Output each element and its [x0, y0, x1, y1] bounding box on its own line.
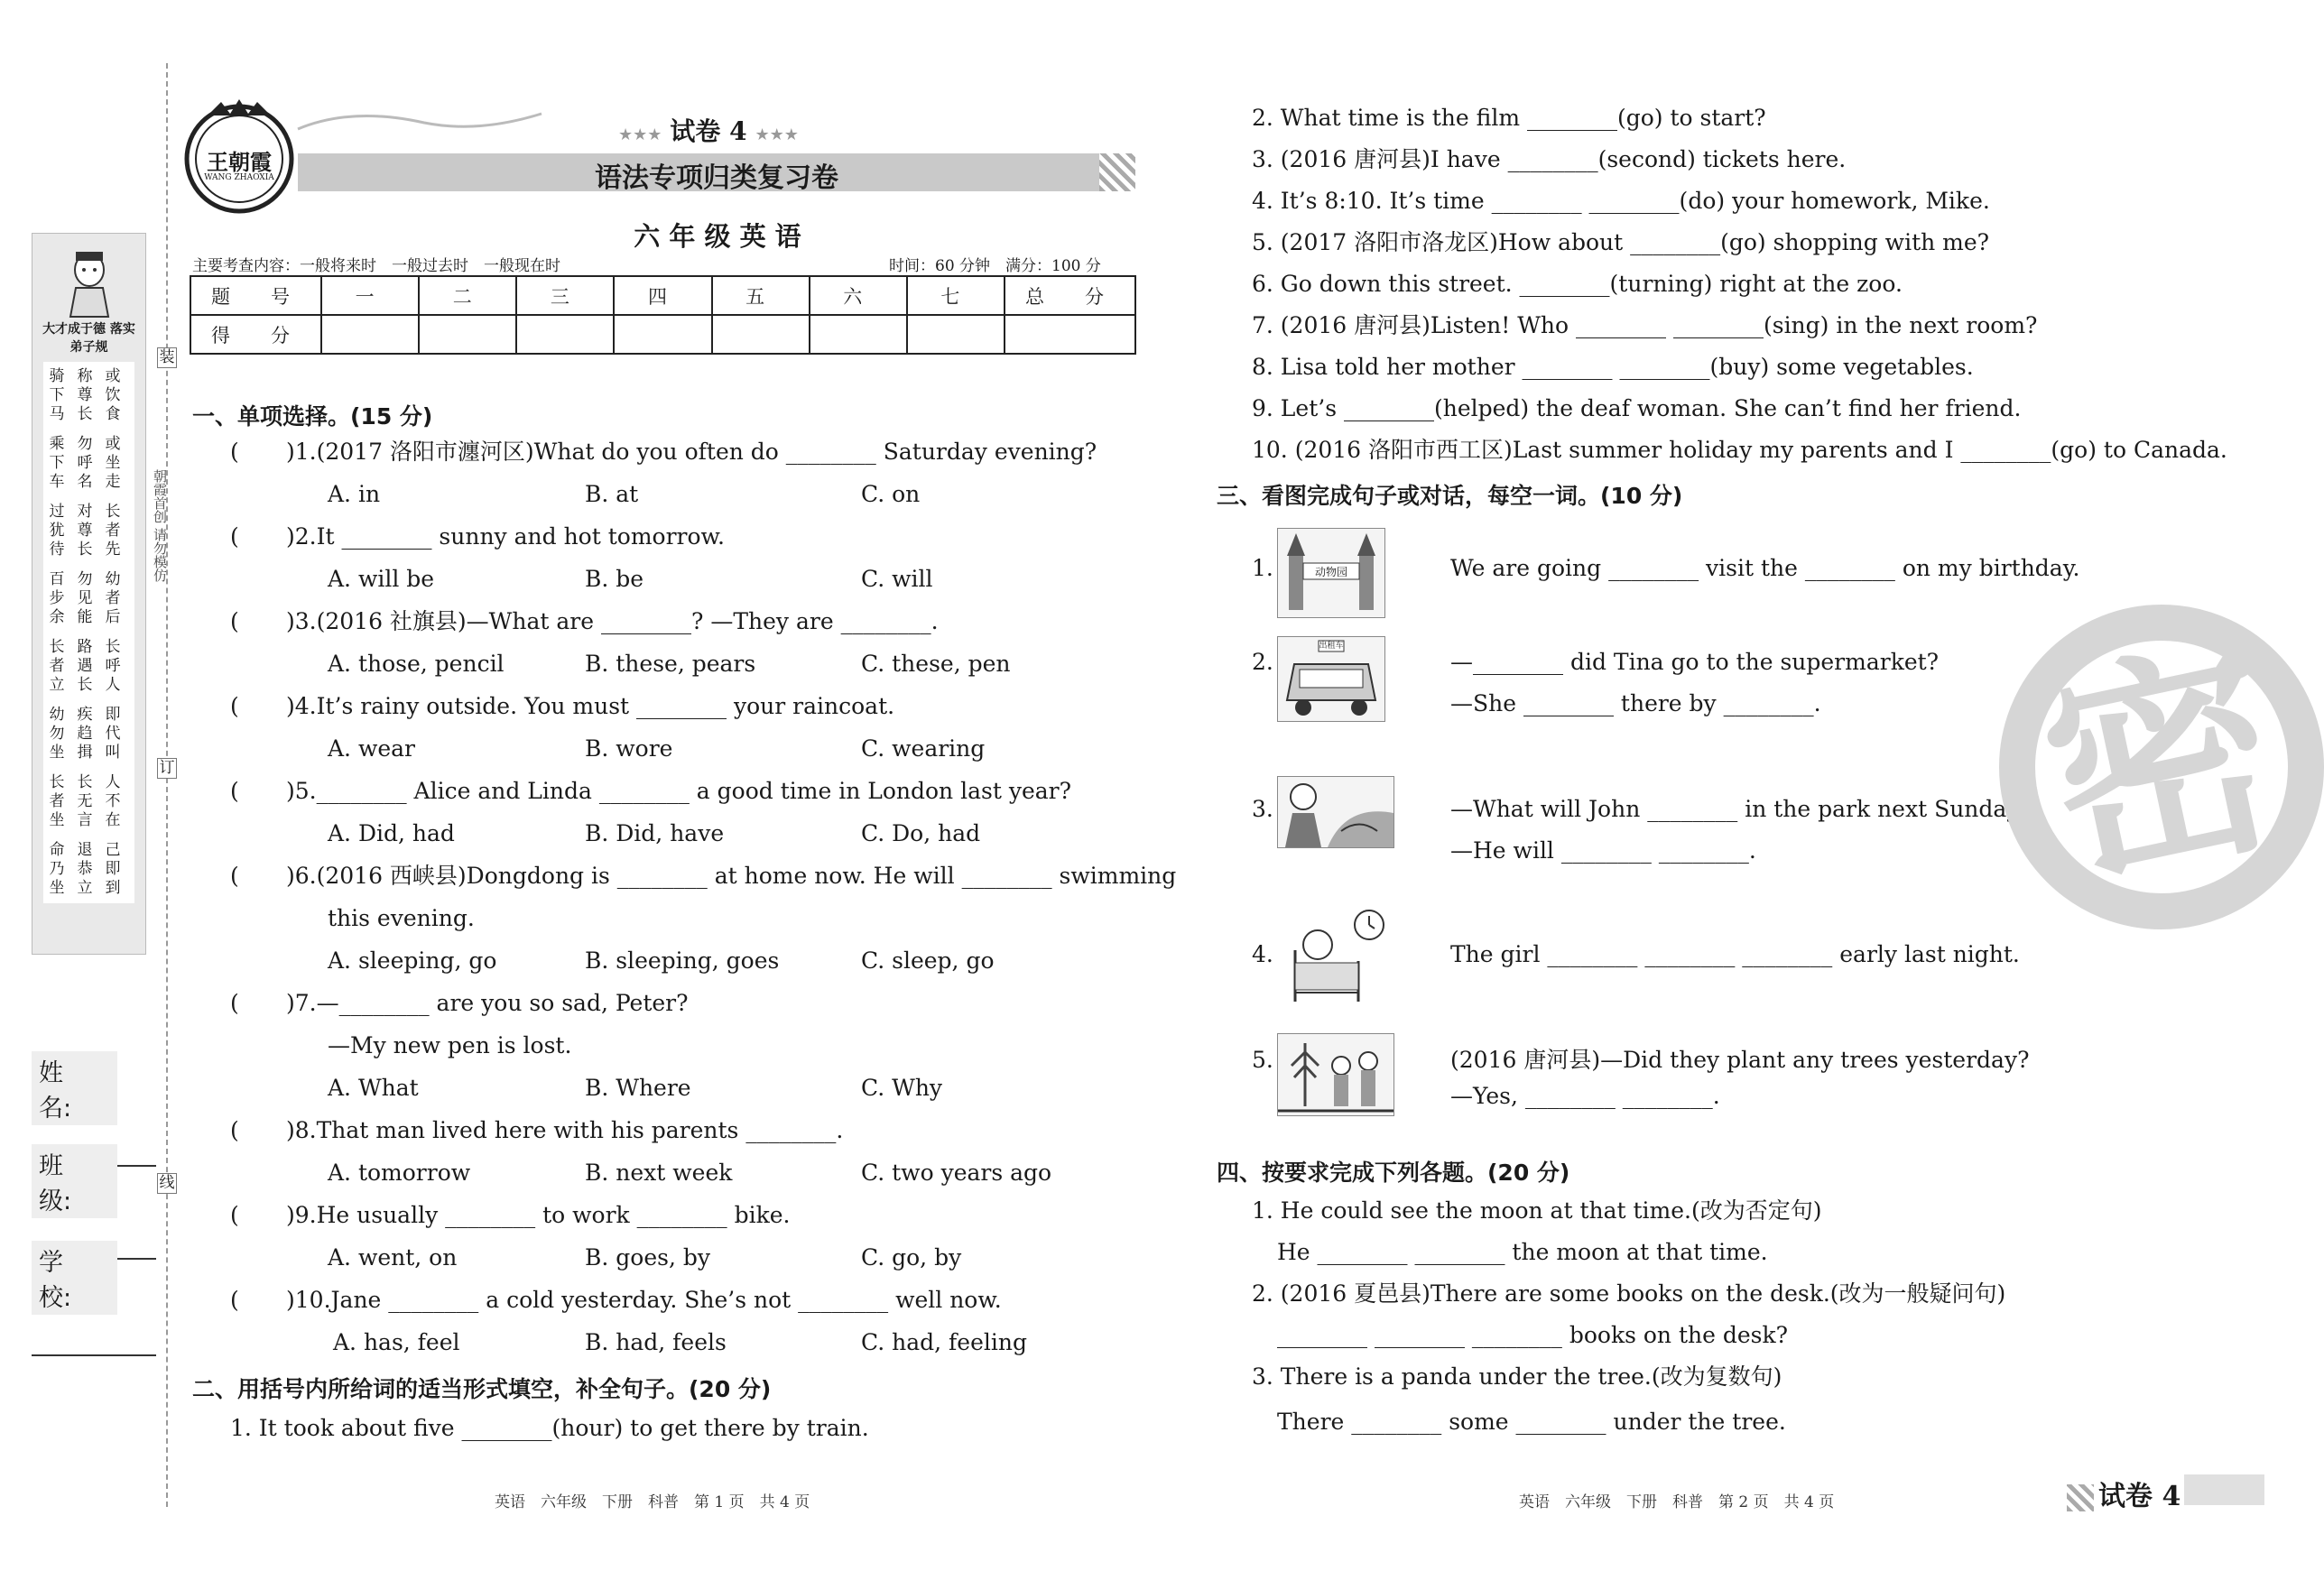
footer-tag: 试卷 4 [2098, 1481, 2181, 1512]
poem-cell: 称尊长 [77, 367, 93, 423]
fill-item[interactable]: 2. What time is the film ________(go) to start? [1252, 105, 1766, 131]
option-c[interactable]: C. go, by [861, 1244, 962, 1271]
poem-cell: 长者坐 [49, 773, 65, 829]
section3-title: 三、看图完成句子或对话，每空一词。(10 分) [1217, 483, 1683, 509]
score-input-cell[interactable] [712, 315, 810, 354]
question: ( )1.(2017 洛阳市瀍河区)What do you often do ________ Saturday evening? A. in B. at C. on [230, 439, 1097, 507]
poem-cell: 己即到 [105, 841, 121, 897]
option-a[interactable]: A. will be [328, 566, 435, 592]
planting-trees-picture [1277, 1033, 1394, 1116]
poem-cell: 长者立 [49, 638, 65, 694]
score-header-cell: 六 [810, 276, 907, 315]
rewrite-prompt: 2. (2016 夏邑县)There are some books on the desk.(改为一般疑问句) [1252, 1280, 2006, 1307]
score-header-cell: 四 [614, 276, 711, 315]
logo-subtext: WANG ZHAOXIA [204, 173, 274, 182]
question: ( )7.—________ are you so sad, Peter? —My new pen is lost. A. What B. Where C. Why [230, 990, 943, 1101]
question: ( )4.It’s rainy outside. You must ________ your raincoat. A. wear B. wore C. wearing [230, 693, 986, 762]
poem-cell: 命乃坐 [49, 841, 65, 897]
option-c[interactable]: C. Do, had [861, 820, 981, 846]
sidebar-motto-box [32, 233, 146, 955]
picture-sentence[interactable]: —Yes, ________ ________. [1450, 1083, 1720, 1109]
motto-text: 大才成于德 落实弟子规 [42, 322, 135, 355]
copyright-note: 朝霞首创 请勿模仿 [152, 469, 168, 582]
taxi-picture [1277, 636, 1385, 722]
poem-cell: 幼者后 [105, 570, 121, 626]
fill-item[interactable]: 3. (2016 唐河县)I have ________(second) tickets here. [1252, 146, 1847, 172]
answer-paren[interactable]: ( [230, 778, 239, 804]
picture-item-number: 1. [1252, 555, 1273, 581]
poem-cell: 人不在 [105, 773, 121, 829]
poem-cell: 长呼人 [105, 638, 121, 694]
poem-grid [43, 362, 134, 903]
option-b[interactable]: B. these, pears [585, 651, 756, 677]
fill-item[interactable]: 7. (2016 唐河县)Listen! Who ________ ________(sing) in the next room? [1252, 312, 2038, 338]
school-label: 学 校: [32, 1241, 117, 1315]
answer-paren[interactable]: ( [230, 693, 239, 719]
score-input-cell[interactable] [907, 315, 1005, 354]
picture-item-number: 5. [1252, 1047, 1273, 1073]
subject-title: 六 年 级 英 语 [634, 221, 801, 252]
rewrite-prompt: 1. He could see the moon at that time.(改为否定句) [1252, 1197, 1822, 1224]
poem-cell: 幼勿坐 [49, 706, 65, 762]
rewrite-answer[interactable]: There ________ some ________ under the tree. [1277, 1409, 1786, 1435]
footer-tag-bar [2184, 1474, 2264, 1505]
fill-item[interactable]: 1. It took about five ________(hour) to get there by train. [230, 1415, 869, 1441]
option-c[interactable]: C. had, feeling [861, 1329, 1027, 1355]
question: ( )9.He usually ________ to work ________ bike. A. went, on B. goes, by C. go, by [230, 1202, 962, 1271]
zoo-gate-picture [1277, 528, 1385, 618]
option-a[interactable]: A. sleeping, go [328, 947, 497, 974]
poem-cell: 即代叫 [105, 706, 121, 762]
rewrite-answer[interactable]: He ________ ________ the moon at that time. [1277, 1239, 1768, 1265]
picture-sentence[interactable]: —________ did Tina go to the supermarket? [1450, 649, 1940, 675]
picture-item-number: 4. [1252, 941, 1273, 967]
time-note: 时间：60 分钟 满分：100 分 [889, 257, 1101, 275]
option-a[interactable]: A. those, pencil [328, 651, 505, 677]
option-b[interactable]: B. next week [585, 1160, 733, 1186]
section1-questions [230, 439, 1177, 1372]
taxi-sign: 出租车 [1319, 642, 1344, 651]
question: ( )8.That man lived here with his parents ________. A. tomorrow B. next week C. two years ago [230, 1117, 1052, 1186]
option-a[interactable]: A. wear [328, 735, 415, 762]
option-a[interactable]: A. tomorrow [328, 1160, 471, 1186]
answer-paren[interactable]: ( [230, 608, 239, 634]
poem-cell: 勿呼名 [77, 435, 93, 491]
poem-cell: 乘下车 [49, 435, 65, 491]
rewrite-prompt: 3. There is a panda under the tree.(改为复数句) [1252, 1363, 1782, 1390]
question: ( )3.(2016 社旗县)—What are ________? —They are ________. A. those, pencil B. these, pears C. these, pen [230, 608, 1011, 677]
rewrite-answer[interactable]: ________ ________ ________ books on the desk? [1277, 1322, 1789, 1348]
score-header-cell: 总 分 [1005, 276, 1135, 315]
score-header-cell: 题 号 [190, 276, 321, 315]
score-header-cell: 一 [321, 276, 419, 315]
binding-seal-2: 订 [157, 758, 177, 779]
picture-sentence[interactable]: —What will John ________ in the park next Sunday? [1450, 796, 2032, 822]
content-note: 主要考查内容：一般将来时 一般过去时 一般现在时 [192, 257, 560, 275]
option-b[interactable]: B. wore [585, 735, 673, 762]
fill-item[interactable]: 10. (2016 洛阳市西工区)Last summer holiday my parents and I ________(go) to Canada. [1252, 437, 2227, 463]
section4-title: 四、按要求完成下列各题。(20 分) [1217, 1160, 1570, 1186]
poem-cell: 疾趋揖 [77, 706, 93, 762]
score-header-cell: 三 [516, 276, 614, 315]
score-header-cell: 七 [907, 276, 1005, 315]
fill-item[interactable]: 5. (2017 洛阳市洛龙区)How about ________(go) shopping with me? [1252, 229, 1990, 255]
class-label: 班 级: [32, 1144, 117, 1218]
option-a[interactable]: A. went, on [328, 1244, 458, 1271]
question: ( )6.(2016 西峡县)Dongdong is ________ at home now. He will ________ swimming this evening. A. sleeping, go B. sleeping, goes C. sleep, go [230, 863, 1177, 974]
answer-paren[interactable]: ( [230, 523, 239, 550]
answer-paren[interactable]: ( [230, 990, 239, 1016]
answer-paren[interactable]: ( [230, 439, 239, 465]
score-header-cell: 二 [419, 276, 516, 315]
score-row-label: 得 分 [190, 315, 321, 354]
poem-cell: 或饮食 [105, 367, 121, 423]
logo-text: 王朝霞 [207, 149, 272, 175]
option-a[interactable]: A. What [328, 1075, 419, 1101]
score-input-cell[interactable] [419, 315, 516, 354]
option-c[interactable]: C. two years ago [861, 1160, 1052, 1186]
option-c[interactable]: C. will [861, 566, 933, 592]
option-a[interactable]: A. in [328, 481, 381, 507]
binding-seal-1: 装 [157, 347, 177, 368]
section4-items [1252, 1197, 2005, 1450]
poem-cell: 骑下马 [49, 367, 65, 423]
option-c[interactable]: C. these, pen [861, 651, 1011, 677]
option-b[interactable]: B. goes, by [585, 1244, 710, 1271]
question: ( )5.________ Alice and Linda ________ a good time in London last year? A. Did, had B. Did, have C. Do, had [230, 778, 1071, 846]
poem-cell: 勿见能 [77, 570, 93, 626]
option-c[interactable]: C. on [861, 481, 921, 507]
logo [181, 97, 298, 215]
fill-item[interactable]: 6. Go down this street. ________(turning) right at the zoo. [1252, 271, 1903, 297]
binding-line [166, 63, 168, 1507]
option-c[interactable]: C. sleep, go [861, 947, 995, 974]
section2-continued [1252, 105, 2227, 478]
footer-left: 英语 六年级 下册 科普 第 1 页 共 4 页 [495, 1493, 810, 1511]
secret-stamp: 密 [1999, 605, 2324, 929]
picture-sentence[interactable]: The girl ________ ________ ________ early last night. [1450, 941, 2020, 967]
picture-sentence[interactable]: —She ________ there by ________. [1450, 690, 1821, 716]
picture-sentence[interactable]: We are going ________ visit the ________ on my birthday. [1450, 555, 2080, 581]
score-input-cell[interactable] [321, 315, 419, 354]
fill-item[interactable]: 9. Let’s ________(helped) the deaf woman. She can’t find her friend. [1252, 395, 2022, 421]
option-a[interactable]: A. Did, had [328, 820, 455, 846]
poem-cell: 过犹待 [49, 503, 65, 559]
zoo-sign: 动物园 [1314, 566, 1347, 578]
answer-paren[interactable]: ( [230, 1287, 239, 1313]
option-c[interactable]: C. wearing [861, 735, 986, 762]
score-header-cell: 五 [712, 276, 810, 315]
question: ( )2.It ________ sunny and hot tomorrow. A. will be B. be C. will [230, 523, 933, 592]
score-table [190, 275, 1136, 355]
scholar-illustration [58, 245, 121, 317]
option-b[interactable]: B. had, feels [585, 1329, 727, 1355]
name-label: 姓 名: [32, 1051, 117, 1125]
score-input-cell[interactable] [614, 315, 711, 354]
picture-item-number: 3. [1252, 796, 1273, 822]
poem-cell: 长无言 [77, 773, 93, 829]
question-stem-cont: —My new pen is lost. [328, 1032, 572, 1058]
answer-paren[interactable]: ( [230, 1117, 239, 1143]
score-input-cell[interactable] [516, 315, 614, 354]
footer-right: 英语 六年级 下册 科普 第 2 页 共 4 页 [1519, 1493, 1835, 1511]
poem-cell: 路遇长 [77, 638, 93, 694]
score-input-cell[interactable] [1005, 315, 1135, 354]
option-b[interactable]: B. be [585, 566, 644, 592]
picture-sentence[interactable]: (2016 唐河县)—Did they plant any trees yesterday? [1450, 1047, 2030, 1073]
option-c[interactable]: C. Why [861, 1075, 943, 1101]
poem-cell: 对尊长 [77, 503, 93, 559]
poem-cell: 长者先 [105, 503, 121, 559]
park-picture [1277, 776, 1394, 848]
question: ( )10.Jane ________ a cold yesterday. She’s not ________ well now. A. has, feel B. had, feels C. had, feeling [230, 1287, 1027, 1355]
fill-item[interactable]: 4. It’s 8:10. It’s time ________ ________(do) your homework, Mike. [1252, 188, 1990, 214]
poem-cell: 百步余 [49, 570, 65, 626]
poem-cell: 或坐走 [105, 435, 121, 491]
exam-tag: ★★★ 试卷 4 ★★★ [618, 116, 799, 146]
picture-sentence[interactable]: —He will ________ ________. [1450, 837, 1756, 864]
picture-item-number: 2. [1252, 649, 1273, 675]
school-field[interactable] [32, 1241, 158, 1356]
fill-item[interactable]: 8. Lisa told her mother ________ ________(buy) some vegetables. [1252, 354, 1974, 380]
score-input-cell[interactable] [810, 315, 907, 354]
section1-title: 一、单项选择。(15 分) [192, 403, 433, 430]
option-a[interactable]: A. has, feel [333, 1329, 460, 1355]
option-b[interactable]: B. Did, have [585, 820, 725, 846]
answer-paren[interactable]: ( [230, 1202, 239, 1228]
question-stem-cont: this evening. [328, 905, 475, 931]
section2-title: 二、用括号内所给词的适当形式填空，补全句子。(20 分) [192, 1376, 772, 1402]
banner-title: 语法专项归类复习卷 [595, 162, 838, 194]
binding-seal-3: 线 [157, 1173, 177, 1194]
poem-cell: 退恭立 [77, 841, 93, 897]
girl-bed-picture [1277, 907, 1387, 1006]
banner-ribbon [298, 106, 542, 134]
option-b[interactable]: B. sleeping, goes [585, 947, 780, 974]
answer-paren[interactable]: ( [230, 863, 239, 889]
option-b[interactable]: B. Where [585, 1075, 691, 1101]
option-b[interactable]: B. at [585, 481, 639, 507]
footer-tag-checker [2067, 1484, 2094, 1511]
